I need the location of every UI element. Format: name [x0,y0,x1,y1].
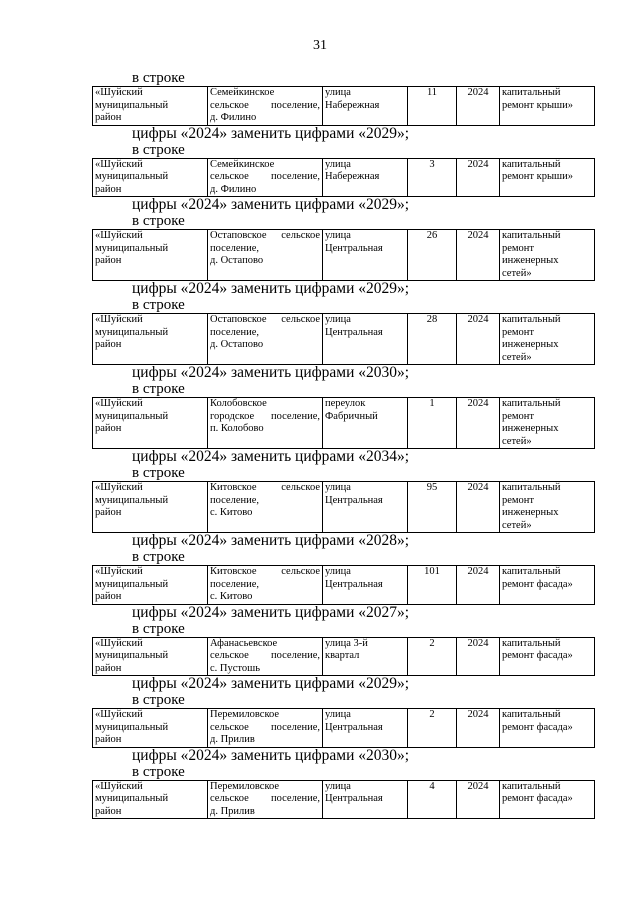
street-cell [323,230,408,281]
district-cell-line: район [95,339,122,350]
street-cell-line: улица [325,230,351,241]
replacement-instruction: цифры «2024» заменить цифрами «2034»; [132,448,410,465]
street-cell-line: улица [325,87,351,98]
replacement-instruction: цифры «2024» заменить цифрами «2029»; [132,124,410,142]
district-cell [93,314,208,365]
work-type-cell-line: инженерных [502,507,559,518]
settlement-cell [208,566,323,605]
table-row [93,314,595,365]
work-type-cell-line: капитальный [502,398,561,409]
street-cell [323,314,408,365]
year-cell: 2024 [457,637,500,676]
work-type-cell-line: ремонт крыши» [502,171,573,182]
settlement-cell-line: сельское поселение, [210,793,320,804]
district-cell-line: муниципальный [95,793,169,804]
district-cell-line: муниципальный [95,326,169,338]
table-row [93,482,595,533]
street-cell [323,482,408,533]
district-cell [93,482,208,533]
work-type-cell [500,566,595,605]
district-cell-line: муниципальный [95,650,169,661]
settlement-cell-line: городское поселение, [210,410,320,422]
settlement-cell [208,230,323,281]
street-cell-line: улица [325,314,351,325]
replacement-instruction: цифры «2024» заменить цифрами «2028»; [132,532,410,549]
settlement-cell-line: Перемиловское [210,780,280,792]
settlement-cell-line: с. Пустошь [210,662,260,674]
house-number-cell: 26 [408,230,457,281]
replacement-instruction: цифры «2024» заменить цифрами «2029»; [132,280,410,297]
settlement-cell-line: Китовское сельское [210,482,320,493]
street-cell [323,87,408,126]
settlement-cell-line: Остаповское сельское [210,314,320,325]
settlement-cell-line: Перемиловское [210,709,280,720]
settlement-cell-line: д. Филино [210,183,257,195]
district-cell-line: район [95,183,122,195]
house-number-cell: 28 [408,314,457,365]
work-type-cell-line: сетей» [502,435,532,447]
settlement-cell [208,780,323,819]
district-cell [93,709,208,748]
street-cell [323,398,408,449]
work-type-cell-line: сетей» [502,519,532,531]
settlement-cell-line: сельское поселение, [210,650,320,661]
district-cell-line: «Шуйский [95,637,143,649]
district-cell-line: муниципальный [95,578,169,590]
street-cell-line: квартал [325,650,360,661]
settlement-cell-line: сельское поселение, [210,721,320,733]
street-cell-line: Фабричный [325,410,378,422]
work-type-cell-line: ремонт [502,326,535,338]
settlement-cell-line: Семейкинское [210,87,275,98]
district-cell-line: муниципальный [95,99,169,111]
work-type-cell [500,482,595,533]
street-cell-line: Центральная [325,326,383,338]
year-cell: 2024 [457,398,500,449]
work-type-cell [500,230,595,281]
street-cell [323,709,408,748]
settlement-cell-line: Афанасьевское [210,637,278,649]
settlement-cell-line: д. Филино [210,112,257,123]
year-cell: 2024 [457,780,500,819]
register-row-table [92,158,595,198]
page-number: 31 [313,38,327,53]
work-type-cell [500,780,595,819]
district-cell-line: район [95,507,122,518]
house-number-cell: 11 [408,87,457,126]
settlement-cell-line: с. Китово [210,507,253,518]
district-cell-line: «Шуйский [95,230,143,241]
replacement-instruction: цифры «2024» заменить цифрами «2030»; [132,364,410,381]
work-type-cell-line: капитальный [502,566,561,577]
table-row [93,566,595,605]
settlement-cell [208,398,323,449]
table-row [93,87,595,126]
street-cell-line: Набережная [325,171,380,182]
street-cell-line: улица [325,482,351,493]
settlement-cell-line: поселение, [210,326,260,338]
row-lead-text: в строке [132,549,185,565]
settlement-cell-line: поселение, [210,494,260,506]
district-cell-line: муниципальный [95,721,169,733]
street-cell-line: Центральная [325,494,383,506]
street-cell-line: улица [325,709,351,720]
settlement-cell [208,709,323,748]
settlement-cell-line: сельское поселение, [210,99,320,111]
district-cell-line: «Шуйский [95,709,143,720]
district-cell-line: «Шуйский [95,314,143,325]
street-cell-line: улица [325,780,351,792]
register-row-table [92,637,595,677]
district-cell-line: район [95,591,122,602]
work-type-cell-line: ремонт фасада» [502,793,573,804]
district-cell-line: район [95,662,122,674]
table-row [93,158,595,197]
settlement-cell-line: д. Прилив [210,734,255,745]
street-cell [323,637,408,676]
year-cell: 2024 [457,482,500,533]
district-cell-line: район [95,255,122,266]
replacement-instruction: цифры «2024» заменить цифрами «2029»; [132,675,410,692]
street-cell-line: Центральная [325,242,383,254]
register-row-table [92,708,595,748]
work-type-cell [500,314,595,365]
register-row-table [92,397,595,449]
work-type-cell-line: капитальный [502,637,561,649]
row-lead-text: в строке [132,213,185,229]
district-cell-line: район [95,423,122,434]
district-cell [93,158,208,197]
district-cell-line: муниципальный [95,242,169,254]
district-cell-line: муниципальный [95,494,169,506]
table-row [93,230,595,281]
street-cell [323,158,408,197]
year-cell: 2024 [457,230,500,281]
work-type-cell-line: инженерных [502,339,559,350]
settlement-cell-line: поселение, [210,578,260,590]
work-type-cell-line: сетей» [502,351,532,363]
district-cell-line: «Шуйский [95,566,143,577]
row-lead-text: в строке [132,620,185,637]
street-cell-line: улица 3-й [325,637,368,649]
work-type-cell-line: ремонт фасада» [502,650,573,661]
row-lead-text: в строке [132,465,185,481]
work-type-cell-line: ремонт [502,410,535,422]
house-number-cell: 2 [408,709,457,748]
district-cell [93,398,208,449]
district-cell-line: муниципальный [95,171,169,182]
table-row [93,780,595,819]
register-row-table [92,481,595,533]
settlement-cell-line: с. Китово [210,591,253,602]
work-type-cell-line: капитальный [502,780,561,792]
replacement-instruction: цифры «2024» заменить цифрами «2029»; [132,196,410,213]
document-body [92,70,580,819]
work-type-cell-line: капитальный [502,87,561,98]
house-number-cell: 1 [408,398,457,449]
street-cell-line: Центральная [325,793,383,804]
settlement-cell [208,87,323,126]
row-lead-text: в строке [132,297,185,313]
register-row-table [92,313,595,365]
replacement-instruction: цифры «2024» заменить цифрами «2030»; [132,746,410,764]
work-type-cell [500,709,595,748]
work-type-cell [500,158,595,197]
row-lead-text: в строке [132,692,185,708]
work-type-cell-line: ремонт [502,494,535,506]
settlement-cell-line: Семейкинское [210,158,275,170]
house-number-cell: 4 [408,780,457,819]
district-cell-line: район [95,734,122,745]
settlement-cell-line: Колобовское [210,398,267,409]
work-type-cell-line: капитальный [502,709,561,720]
settlement-cell [208,158,323,197]
district-cell-line: «Шуйский [95,482,143,493]
street-cell-line: переулок [325,398,366,409]
settlement-cell-line: д. Остапово [210,255,264,266]
work-type-cell [500,398,595,449]
year-cell: 2024 [457,709,500,748]
district-cell [93,566,208,605]
work-type-cell-line: ремонт фасада» [502,578,573,590]
district-cell [93,780,208,819]
work-type-cell-line: инженерных [502,255,559,266]
settlement-cell-line: сельское поселение, [210,171,320,182]
district-cell-line: муниципальный [95,410,169,422]
house-number-cell: 3 [408,158,457,197]
settlement-cell [208,637,323,676]
row-lead-text: в строке [132,763,185,780]
settlement-cell [208,482,323,533]
settlement-cell-line: д. Остапово [210,339,264,350]
district-cell-line: «Шуйский [95,158,143,170]
district-cell [93,87,208,126]
work-type-cell-line: ремонт фасада» [502,721,573,733]
year-cell: 2024 [457,87,500,126]
work-type-cell [500,87,595,126]
district-cell [93,637,208,676]
work-type-cell-line: инженерных [502,423,559,434]
district-cell [93,230,208,281]
house-number-cell: 2 [408,637,457,676]
district-cell-line: «Шуйский [95,780,143,792]
work-type-cell-line: капитальный [502,482,561,493]
register-row-table [92,229,595,281]
house-number-cell: 95 [408,482,457,533]
settlement-cell-line: д. Прилив [210,805,255,817]
year-cell: 2024 [457,566,500,605]
work-type-cell-line: капитальный [502,314,561,325]
settlement-cell-line: поселение, [210,242,260,254]
year-cell: 2024 [457,314,500,365]
settlement-cell-line: п. Колобово [210,423,264,434]
year-cell: 2024 [457,158,500,197]
settlement-cell [208,314,323,365]
work-type-cell [500,637,595,676]
work-type-cell-line: ремонт крыши» [502,99,573,111]
work-type-cell-line: капитальный [502,230,561,241]
row-lead-text: в строке [132,70,185,86]
house-number-cell: 101 [408,566,457,605]
settlement-cell-line: Остаповское сельское [210,230,320,241]
street-cell [323,566,408,605]
work-type-cell-line: сетей» [502,267,532,279]
street-cell-line: улица [325,566,351,577]
table-row [93,709,595,748]
street-cell-line: Центральная [325,721,383,733]
register-row-table [92,565,595,605]
street-cell-line: Центральная [325,578,383,590]
work-type-cell-line: капитальный [502,158,561,170]
row-lead-text: в строке [132,381,185,397]
row-lead-text: в строке [132,141,185,158]
street-cell-line: Набережная [325,99,380,111]
district-cell-line: «Шуйский [95,398,143,409]
work-type-cell-line: ремонт [502,242,535,254]
district-cell-line: район [95,805,122,817]
street-cell-line: улица [325,158,351,170]
district-cell-line: район [95,112,122,123]
settlement-cell-line: Китовское сельское [210,566,320,577]
district-cell-line: «Шуйский [95,87,143,98]
street-cell [323,780,408,819]
register-row-table [92,86,595,126]
table-row [93,637,595,676]
replacement-instruction: цифры «2024» заменить цифрами «2027»; [132,603,410,621]
table-row [93,398,595,449]
register-row-table [92,780,595,820]
